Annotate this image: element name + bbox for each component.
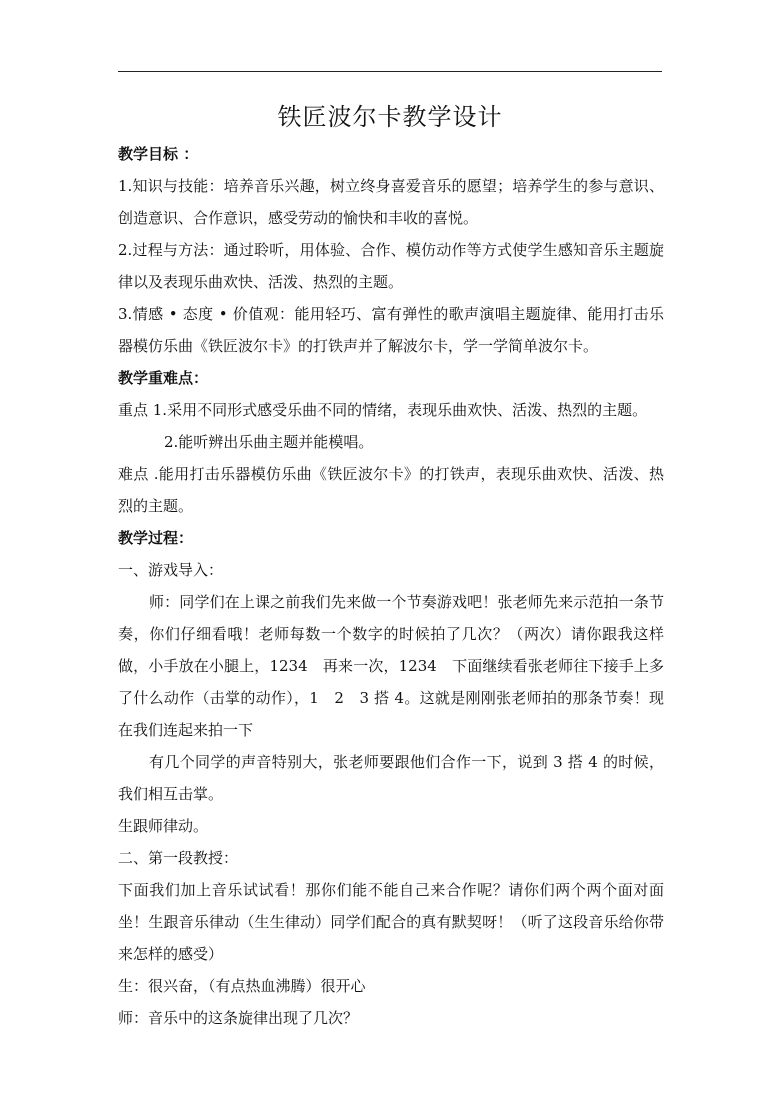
paragraph-teacher-question: 师：音乐中的这条旋律出现了几次？ [118, 1009, 359, 1027]
step-2-heading: 二、第一段教授： [118, 849, 239, 867]
paragraph-student-answer: 生：很兴奋，（有点热血沸腾）很开心 [118, 977, 366, 995]
section-heading-process: 教学过程： [118, 529, 194, 547]
paragraph-follow: 生跟师律动。 [118, 817, 209, 835]
key-point-2: 2.能听辨出乐曲主题并能模唱。 [164, 433, 374, 451]
step-1-heading: 一、游戏导入： [118, 561, 224, 579]
key-point-1: 重点 1.采用不同形式感受乐曲不同的情绪，表现乐曲欢快、活泼、热烈的主题。 [118, 401, 648, 419]
document-title: 铁匠波尔卡教学设计 [277, 103, 503, 131]
goal-process: 2.过程与方法：通过聆听，用体验、合作、模仿动作等方式使学生感知音乐主题旋律以及表现乐曲欢快、活泼、热烈的主题。 [118, 241, 664, 291]
paragraph-clap-together: 有几个同学的声音特别大，张老师要跟他们合作一下，说到 3 搭 4 的时候，我们相互击掌。 [118, 753, 664, 803]
paragraph-with-music: 下面我们加上音乐试试看！那你们能不能自己来合作呢？请你们两个两个面对面坐！生跟音乐律动（生生律动）同学们配合的真有默契呀！（听了这段音乐给你带来怎样的感受） [118, 881, 664, 963]
paragraph-rhythm-game: 师：同学们在上课之前我们先来做一个节奏游戏吧！张老师先来示范拍一条节奏，你们仔细看哦！老师每数一个数字的时候拍了几次？（两次）请你跟我这样做，小手放在小腿上，1234 再来一次，1234 下面继续看张老师往下接手上多了什么动作（击掌的动作），1 2 3 搭 4。这就是刚刚张老师拍的那条节奏！现在我们连起来拍一下 [118, 593, 664, 739]
header-rule [118, 71, 662, 72]
difficult-point: 难点 .能用打击乐器模仿乐曲《铁匠波尔卡》的打铁声，表现乐曲欢快、活泼、热烈的主题。 [118, 465, 664, 515]
goal-knowledge: 1.知识与技能：培养音乐兴趣，树立终身喜爱音乐的愿望；培养学生的参与意识、创造意识、合作意识，感受劳动的愉快和丰收的喜悦。 [118, 177, 664, 227]
section-heading-goals: 教学目标 ： [118, 145, 199, 163]
document-body [118, 138, 664, 1034]
section-heading-key-points: 教学重难点： [118, 369, 209, 387]
goal-emotion: 3.情感 • 态度 • 价值观：能用轻巧、富有弹性的歌声演唱主题旋律、能用打击乐器模仿乐曲《铁匠波尔卡》的打铁声并了解波尔卡，学一学简单波尔卡。 [118, 305, 664, 355]
